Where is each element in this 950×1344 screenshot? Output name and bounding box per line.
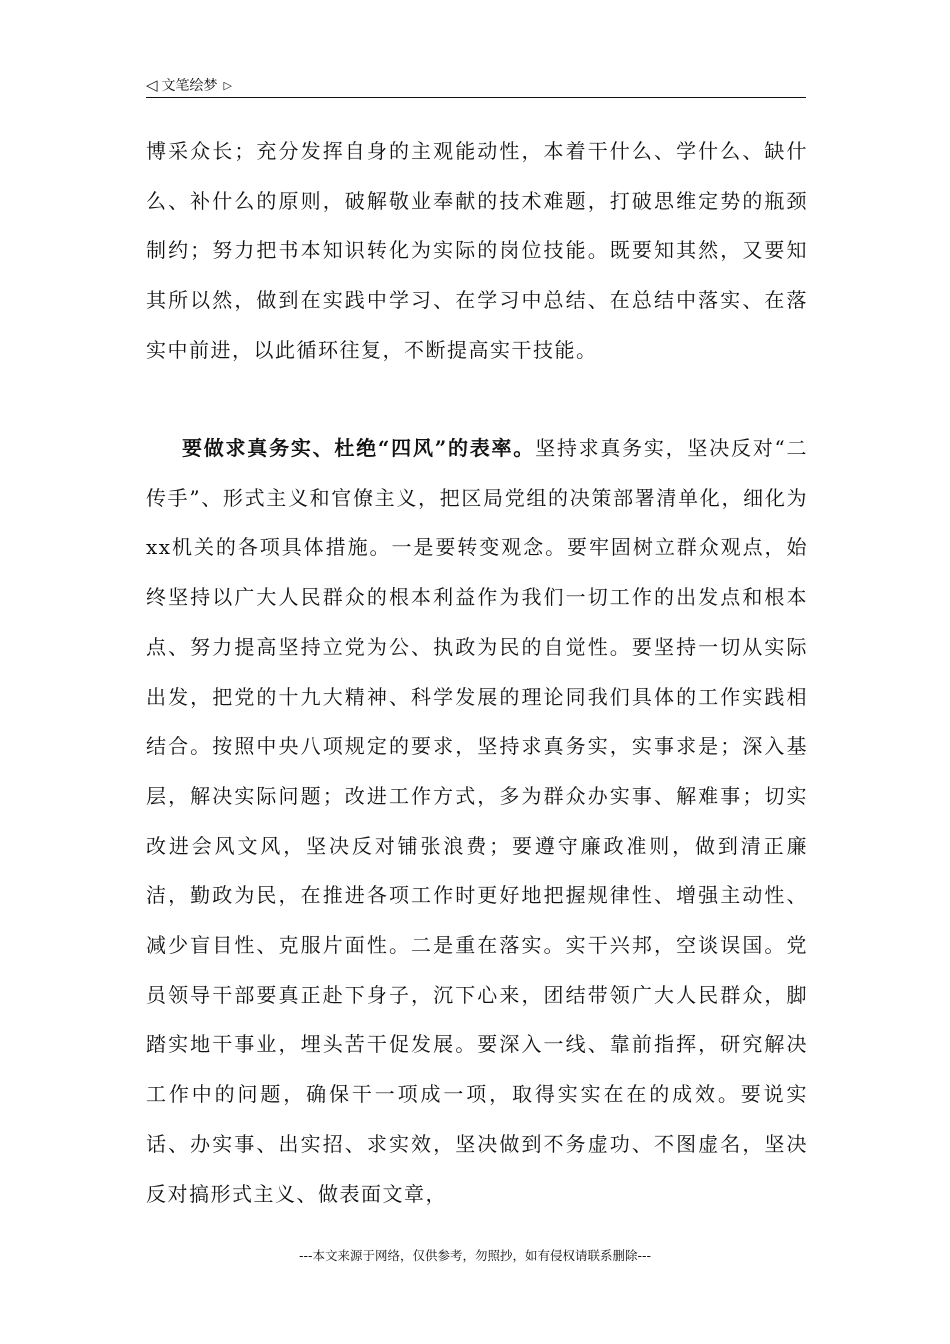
paragraph-2-heading: 要做求真务实、杜绝“四风”的表率。 [182, 436, 536, 460]
header-brand: 文笔绘梦 [161, 78, 218, 94]
footer-notice: ---本文来源于网络，仅供参考，勿照抄，如有侵权请联系删除--- [298, 1248, 652, 1263]
body-paragraph-2 [146, 424, 808, 1219]
header-divider [146, 97, 806, 98]
body-paragraph-1: 博采众长；充分发挥自身的主观能动性，本着干什么、学什么、缺什么、补什么的原则，破解敬业奉献的技术难题，打破思维定势的瓶颈制约；努力把书本知识转化为实际的岗位技能。既要知其然，又要知其所以然，做到在实践中学习、在学习中总结、在总结中落实、在落实中前进，以此循环往复，不断提高实干技能。 [146, 139, 808, 362]
triangle-left-icon: ◁ [146, 76, 158, 94]
page-header [146, 74, 806, 96]
paragraph-2-text: 坚持求真务实，坚决反对“二传手”、形式主义和官僚主义，把区局党组的决策部署清单化，细化为xx机关的各项具体措施。一是要转变观念。要牢固树立群众观点，始终坚持以广大人民群众的根本利益作为我们一切工作的出发点和根本点、努力提高坚持立党为公、执政为民的自觉性。要坚持一切从实际出发，把党的十九大精神、科学发展的理论同我们具体的工作实践相结合。按照中央八项规定的要求，坚持求真务实，实事求是；深入基层，解决实际问题；改进工作方式，多为群众办实事、解难事；切实改进会风文风，坚决反对铺张浪费；要遵守廉政准则，做到清正廉洁，勤政为民，在推进各项工作时更好地把握规律性、增强主动性、减少盲目性、克服片面性。二是重在落实。实干兴邦，空谈误国。党员领导干部要真正赴下身子，沉下心来，团结带领广大人民群众，脚踏实地干事业，埋头苦干促发展。要深入一线、靠前指挥，研究解决工作中的问题，确保干一项成一项，取得实实在在的成效。要说实话、办实事、出实招、求实效，坚决做到不务虚功、不图虚名，坚决反对搞形式主义、做表面文章， [146, 436, 808, 1206]
triangle-right-icon: ▷ [223, 78, 233, 92]
